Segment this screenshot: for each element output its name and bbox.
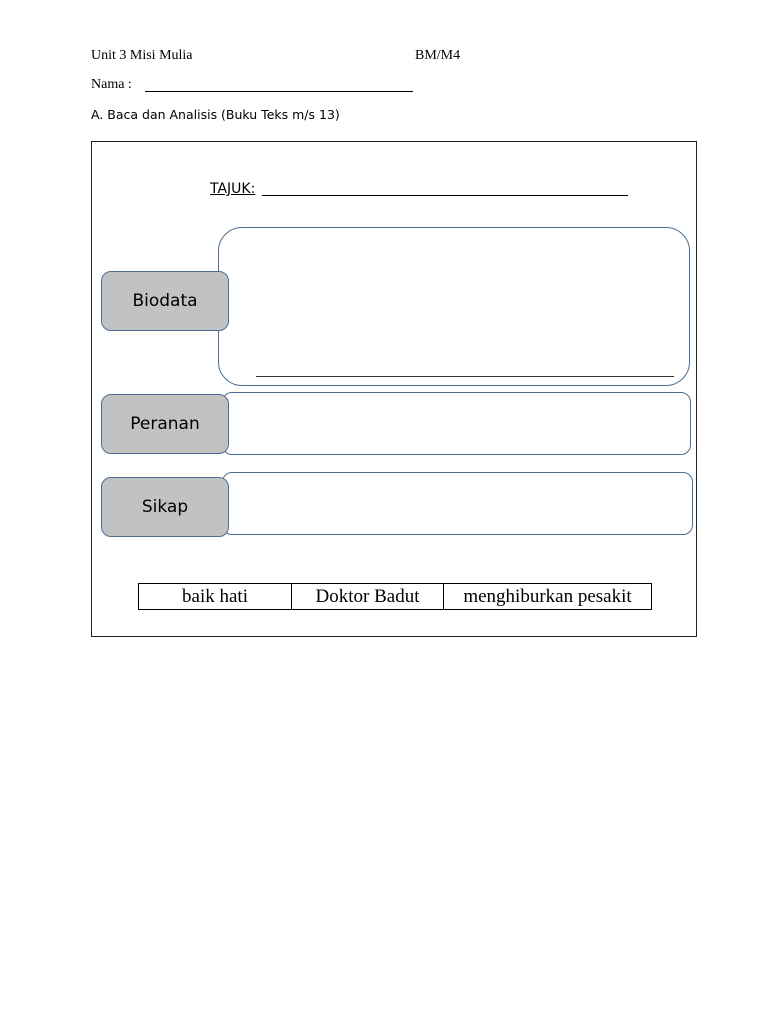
biodata-label: Biodata [101,271,229,331]
peranan-label: Peranan [101,394,229,454]
sikap-answer-box[interactable] [222,472,693,535]
word-bank-cell: baik hati [139,584,292,610]
sikap-label: Sikap [101,477,229,537]
word-bank-cell: Doktor Badut [292,584,444,610]
name-label: Nama : [91,77,132,92]
unit-title: Unit 3 Misi Mulia [91,48,193,63]
tajuk-input-line[interactable] [262,195,628,196]
word-bank-row [139,584,652,610]
word-bank-table [138,583,652,610]
section-title: A. Baca dan Analisis (Buku Teks m/s 13) [91,107,340,122]
biodata-answer-box[interactable] [218,227,690,386]
worksheet-frame [91,141,697,637]
peranan-answer-box[interactable] [222,392,691,455]
name-input-line[interactable] [145,91,413,92]
tajuk-label: TAJUK: [210,181,256,197]
word-bank-cell: menghiburkan pesakit [444,584,652,610]
biodata-write-line [256,376,674,377]
class-code: BM/M4 [415,48,461,63]
